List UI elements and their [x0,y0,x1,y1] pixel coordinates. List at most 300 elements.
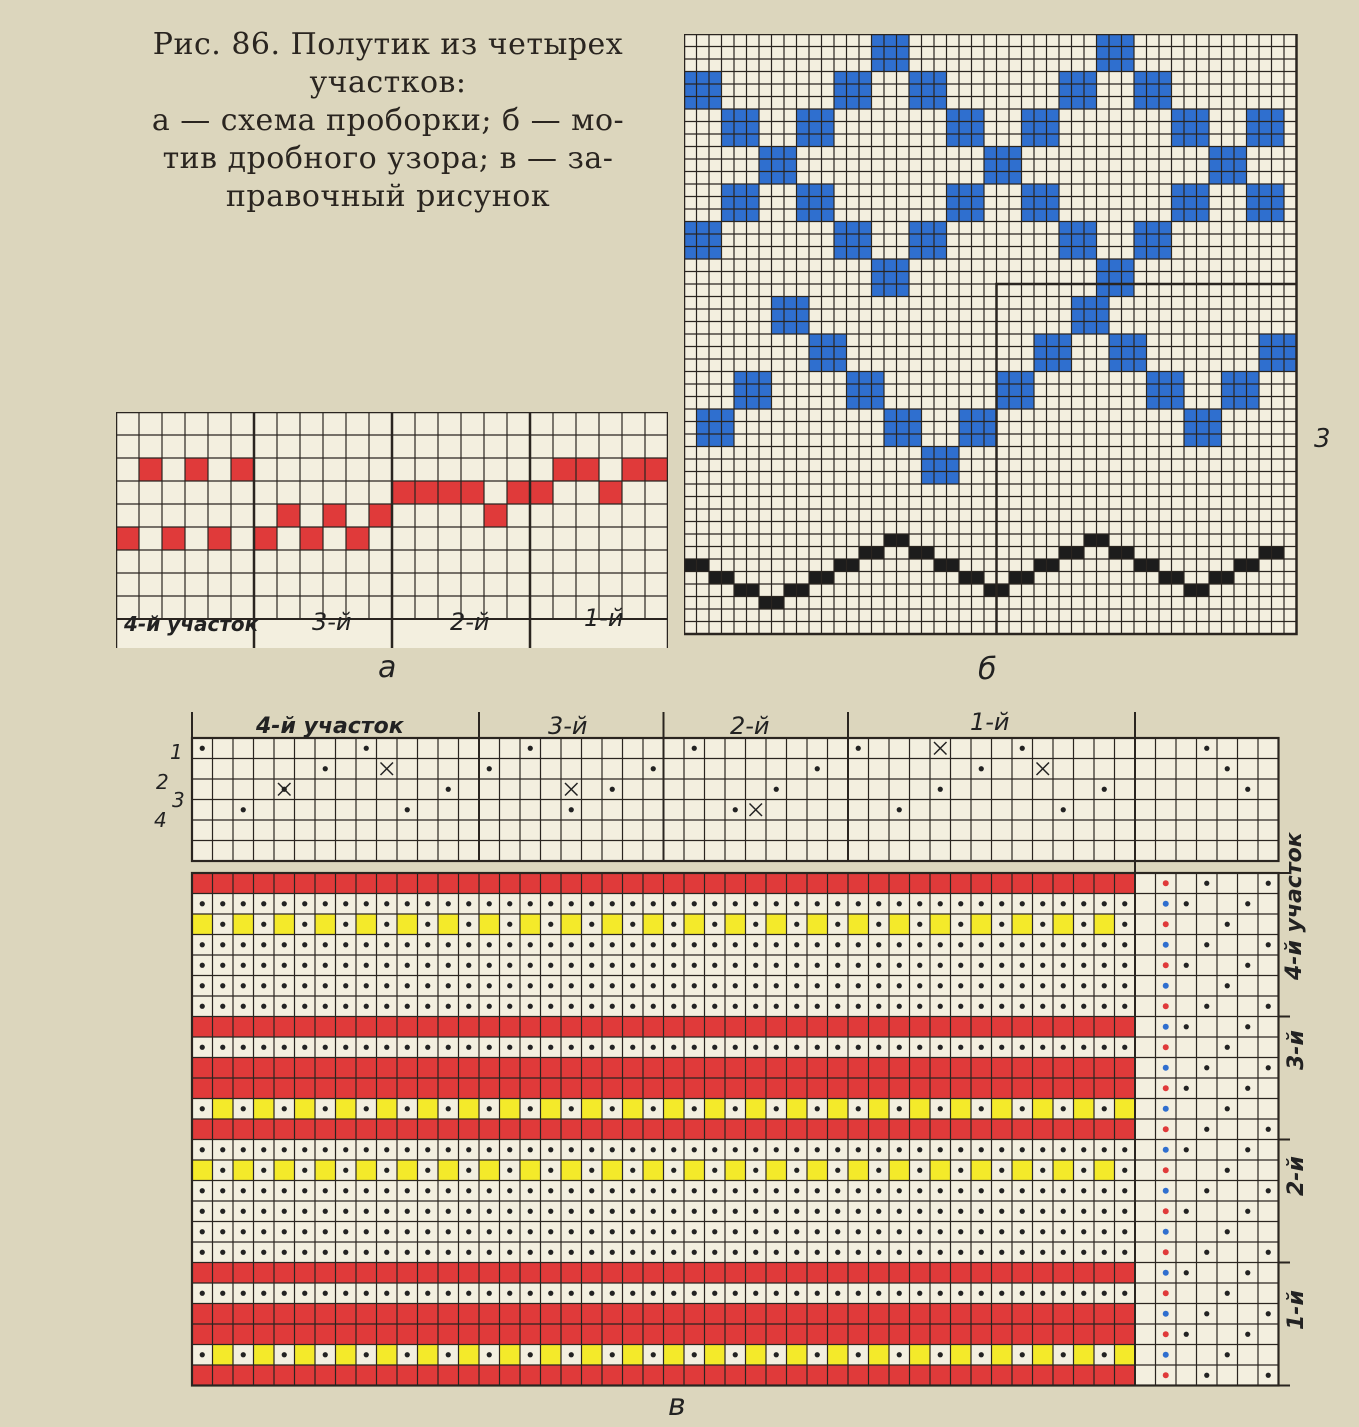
weave-dot [876,1291,881,1296]
weave-dot [979,1229,984,1234]
weave-cell [623,1078,644,1099]
weave-dot [466,1209,471,1214]
weave-dot [958,901,963,906]
weave-dot [528,1106,533,1111]
weave-cell [1033,1078,1054,1099]
weave-dot [651,942,656,947]
weave-dot [364,1004,369,1009]
weave-dot [999,1250,1004,1255]
weave-dot [589,1147,594,1152]
weave-dot [671,1168,676,1173]
weave-dot [200,1352,205,1357]
weave-cell [951,1017,972,1038]
weave-dot [651,1147,656,1152]
weave-dot [487,1188,492,1193]
treadle-dot [1266,881,1271,886]
weave-dot [692,901,697,906]
weave-dot [794,942,799,947]
weave-dot [815,901,820,906]
weave-dot [548,922,553,927]
weave-cell [643,1263,664,1284]
weave-dot [671,1147,676,1152]
weave-cell [479,873,500,894]
weave-cell [664,1345,685,1366]
weave-dot [220,1168,225,1173]
weave-cell [397,1119,418,1140]
weave-dot [323,1106,328,1111]
weave-cell [807,1058,828,1079]
weave-cell [951,1099,972,1120]
weave-cell [889,1304,910,1325]
weave-dot [610,942,615,947]
weave-cell [787,1078,808,1099]
caption-line-4: тив дробного узора; в — за- [162,141,614,176]
weave-cell [951,1078,972,1099]
figure-v-section-2: 2-й [730,712,770,740]
weave-dot [753,1291,758,1296]
weave-cell [992,1365,1013,1386]
weave-cell [582,1345,603,1366]
weave-dot [938,1045,943,1050]
motif-block [909,72,947,110]
weave-dot [897,983,902,988]
weave-dot [610,1188,615,1193]
motif-block [697,409,735,447]
weave-dot [794,1229,799,1234]
weave-dot [712,922,717,927]
weave-cell [397,1263,418,1284]
weave-cell [992,1099,1013,1120]
weave-cell [295,873,316,894]
weave-dot [364,901,369,906]
weave-cell [1074,1119,1095,1140]
weave-cell [1033,1017,1054,1038]
weave-dot [302,1209,307,1214]
weave-dot [856,1004,861,1009]
weave-cell [1094,1119,1115,1140]
weave-cell [910,1099,931,1120]
weave-dot [528,942,533,947]
tieup-dot [774,787,779,792]
weave-dot [302,942,307,947]
motif-block [1259,334,1297,372]
weave-dot [405,942,410,947]
heddle-mark [254,527,277,550]
weave-cell [1115,1345,1136,1366]
weave-cell [377,1099,398,1120]
weave-dot [753,963,758,968]
weave-dot [548,1045,553,1050]
weave-dot [1122,1168,1127,1173]
weave-cell [274,1304,295,1325]
weave-cell [971,1017,992,1038]
weave-cell [254,1078,275,1099]
weave-cell [848,1017,869,1038]
weave-cell [500,873,521,894]
heddle-mark [530,481,553,504]
weave-cell [848,1160,869,1181]
weave-cell [992,1324,1013,1345]
weave-cell [377,1324,398,1345]
pick-dot [1163,1249,1169,1255]
weave-dot [548,983,553,988]
weave-dot [712,1209,717,1214]
weave-dot [1102,1250,1107,1255]
weave-cell [254,1345,275,1366]
figure-a-section-3: 3-й [312,608,352,636]
weave-dot [999,942,1004,947]
weave-dot [876,1045,881,1050]
weave-dot [446,1188,451,1193]
weave-cell [664,1099,685,1120]
weave-dot [261,1250,266,1255]
figure-a-section-4: 4-й участок [124,612,259,636]
weave-dot [630,963,635,968]
weave-dot [425,1229,430,1234]
weave-dot [856,1188,861,1193]
motif-block [722,184,760,222]
weave-cell [787,1365,808,1386]
weave-cell [992,1304,1013,1325]
pick-dot [1163,1372,1169,1378]
heddle-mark [231,458,254,481]
weave-cell [807,1017,828,1038]
weave-dot [466,963,471,968]
weave-dot [261,1291,266,1296]
weave-dot [323,901,328,906]
pick-dot [1163,1352,1169,1358]
weave-dot [589,1168,594,1173]
weave-dot [733,1004,738,1009]
weave-cell [684,914,705,935]
weave-dot [753,1168,758,1173]
figure-v-side-section-1: 1-й [1284,1290,1309,1330]
weave-cell [951,1058,972,1079]
weave-cell [192,1058,213,1079]
weave-dot [1020,1106,1025,1111]
weave-dot [774,1250,779,1255]
weave-dot [487,942,492,947]
weave-cell [418,1058,439,1079]
weave-dot [200,963,205,968]
weave-dot [446,1045,451,1050]
weave-cell [664,1304,685,1325]
weave-dot [1081,1004,1086,1009]
motif-block [722,109,760,147]
weave-dot [979,942,984,947]
tieup-dot [1102,787,1107,792]
weave-dot [425,1147,430,1152]
motif-block [834,72,872,110]
weave-dot [302,963,307,968]
weave-cell [561,914,582,935]
weave-dot [1040,1168,1045,1173]
weave-dot [692,963,697,968]
weave-cell [746,1119,767,1140]
weave-cell [213,1345,234,1366]
weave-cell [336,1099,357,1120]
caption-line-2: участков: [309,65,467,100]
treadle-dot [1245,1024,1250,1029]
weave-dot [548,1168,553,1173]
weave-dot [712,1147,717,1152]
weave-dot [384,901,389,906]
weave-cell [725,914,746,935]
weave-dot [835,922,840,927]
motif-block [1059,222,1097,260]
weave-cell [787,1324,808,1345]
weave-dot [856,1209,861,1214]
weave-cell [1012,873,1033,894]
tieup-dot [856,746,861,751]
weave-dot [733,901,738,906]
weave-dot [958,1004,963,1009]
weave-cell [623,1099,644,1120]
weave-dot [876,1209,881,1214]
weave-dot [753,1147,758,1152]
figure-v-section-3: 3-й [548,712,588,740]
weave-cell [828,1119,849,1140]
weave-dot [815,1352,820,1357]
pick-dot [1163,1270,1169,1276]
weave-cell [623,1119,644,1140]
weave-cell [869,1017,890,1038]
weave-dot [1061,1004,1066,1009]
weave-cell [213,1058,234,1079]
weave-dot [384,1004,389,1009]
weave-cell [971,1324,992,1345]
weave-cell [992,1345,1013,1366]
weave-dot [917,1168,922,1173]
pick-dot [1163,1085,1169,1091]
weave-dot [1081,942,1086,947]
weave-dot [466,901,471,906]
weave-dot [589,922,594,927]
weave-dot [261,1004,266,1009]
weave-dot [610,1250,615,1255]
weave-dot [712,983,717,988]
weave-dot [323,1229,328,1234]
weave-dot [1061,1229,1066,1234]
weave-dot [815,1229,820,1234]
motif-block [1109,334,1147,372]
weave-cell [705,873,726,894]
weave-cell [582,1058,603,1079]
weave-dot [200,942,205,947]
weave-dot [1081,1250,1086,1255]
weave-cell [643,1078,664,1099]
weave-cell [520,1017,541,1038]
heddle-mark [507,481,530,504]
figure-v-row-2: 2 [156,770,169,794]
weave-cell [869,873,890,894]
weave-dot [815,1045,820,1050]
weave-cell [643,873,664,894]
weave-cell [377,1263,398,1284]
weave-dot [876,922,881,927]
weave-dot [1040,901,1045,906]
weave-cell [1012,1365,1033,1386]
weave-dot [200,1209,205,1214]
weave-cell [479,1263,500,1284]
weave-cell [1012,1058,1033,1079]
weave-dot [282,1188,287,1193]
weave-cell [664,1365,685,1386]
weave-dot [589,901,594,906]
heddle-mark [645,458,668,481]
weave-dot [671,1209,676,1214]
weave-dot [1020,1352,1025,1357]
weave-dot [282,1352,287,1357]
weave-cell [807,1078,828,1099]
weave-cell [971,1160,992,1181]
weave-cell [787,1058,808,1079]
treadle-dot [1184,1147,1189,1152]
weave-dot [466,1250,471,1255]
weave-dot [507,1291,512,1296]
weave-dot [712,1250,717,1255]
weave-cell [930,1263,951,1284]
weave-dot [938,1209,943,1214]
weave-dot [630,1004,635,1009]
weave-dot [917,1188,922,1193]
weave-dot [1020,942,1025,947]
weave-dot [548,901,553,906]
weave-cell [377,1017,398,1038]
weave-dot [815,1147,820,1152]
weave-dot [343,1229,348,1234]
weave-cell [848,1304,869,1325]
weave-cell [725,1058,746,1079]
weave-cell [541,1263,562,1284]
weave-dot [569,901,574,906]
weave-cell [295,1017,316,1038]
weave-dot [897,1106,902,1111]
weave-dot [1020,1004,1025,1009]
weave-cell [910,1058,931,1079]
heddle-mark [438,481,461,504]
motif-block [809,334,847,372]
weave-dot [507,1229,512,1234]
weave-dot [938,1352,943,1357]
weave-dot [610,1045,615,1050]
weave-dot [1020,1229,1025,1234]
weave-cell [746,1099,767,1120]
weave-dot [220,942,225,947]
weave-cell [848,1324,869,1345]
weave-dot [323,983,328,988]
motif-block [997,372,1035,410]
weave-cell [643,1304,664,1325]
treadle-dot [1266,1188,1271,1193]
weave-cell [479,1304,500,1325]
weave-cell [1115,1304,1136,1325]
weave-dot [261,983,266,988]
weave-dot [999,983,1004,988]
weave-dot [1040,1045,1045,1050]
weave-dot [241,1352,246,1357]
weave-dot [548,963,553,968]
weave-cell [233,1017,254,1038]
motif-block [1059,72,1097,110]
weave-cell [1074,1078,1095,1099]
weave-cell [766,1365,787,1386]
weave-cell [930,1058,951,1079]
weave-cell [971,914,992,935]
weave-dot [241,1045,246,1050]
weave-cell [910,1304,931,1325]
weave-dot [1061,1147,1066,1152]
weave-cell [582,1017,603,1038]
weave-dot [897,1147,902,1152]
pick-dot [1163,1024,1169,1030]
weave-cell [869,1365,890,1386]
weave-dot [1061,1291,1066,1296]
tieup-dot [569,807,574,812]
pick-dot [1163,962,1169,968]
weave-dot [1040,963,1045,968]
weave-dot [446,983,451,988]
weave-dot [692,1004,697,1009]
weave-cell [848,1078,869,1099]
weave-dot [999,1291,1004,1296]
weave-dot [1061,1250,1066,1255]
weave-cell [397,1058,418,1079]
weave-dot [569,1229,574,1234]
weave-dot [589,1291,594,1296]
weave-cell [336,1119,357,1140]
weave-dot [958,1229,963,1234]
weave-cell [356,1365,377,1386]
weave-dot [712,901,717,906]
weave-cell [295,1078,316,1099]
weave-dot [487,1106,492,1111]
weave-dot [220,1229,225,1234]
weave-dot [241,1147,246,1152]
weave-cell [541,1058,562,1079]
weave-cell [930,914,951,935]
tieup-dot [897,807,902,812]
treadle-dot [1245,1270,1250,1275]
weave-cell [746,1345,767,1366]
weave-dot [528,1250,533,1255]
weave-dot [692,942,697,947]
weave-cell [418,1324,439,1345]
weave-dot [220,901,225,906]
weave-dot [282,1004,287,1009]
weave-cell [356,1263,377,1284]
weave-dot [261,963,266,968]
weave-cell [500,1099,521,1120]
weave-cell [233,873,254,894]
weave-dot [1020,901,1025,906]
weave-dot [1122,1250,1127,1255]
pick-dot [1163,1167,1169,1173]
weave-cell [561,1119,582,1140]
weave-dot [569,1045,574,1050]
pick-dot [1163,983,1169,989]
weave-cell [192,1017,213,1038]
weave-cell [418,1119,439,1140]
pick-dot [1163,942,1169,948]
weave-cell [848,1365,869,1386]
weave-dot [774,1229,779,1234]
weave-dot [794,963,799,968]
weave-dot [323,1291,328,1296]
weave-cell [787,1304,808,1325]
weave-dot [897,1352,902,1357]
weave-cell [705,1099,726,1120]
